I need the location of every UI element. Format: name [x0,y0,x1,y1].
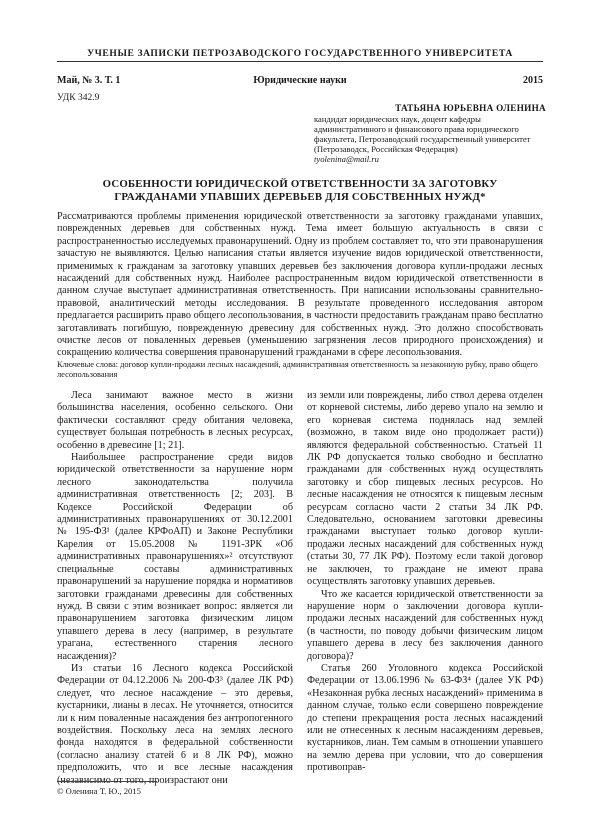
paragraph: из земли или повреждены, либо ствол дерева отделен от корневой системы, либо дерево упало на землю и его корневая система поднялась над землей (возможно, в таком виде оно продолжает расти)) являются федеральной собственностью. Статьей 11 ЛК РФ допускается только свободно и бесплатно гражданами для собственных нужд осуществлять заготовку и сбор пищевых лесных ресурсов. Но лесные насаждения не относятся к пищевым лесным ресурсам согласно части 2 статьи 34 ЛК РФ. Следовательно, основанием заготовки древесины гражданами выступает только договор купли-продажи лесных насаждений для собственных нужд (статьи 30, 77 ЛК РФ). Поэтому если такой договор не заключен, то граждане не имеют права осуществлять заготовку упавших деревьев. [307,390,543,588]
paragraph: Леса занимают важное место в жизни большинства населения, особенно сельского. Они фактически составляют среду обитания человека, существует большая потребность в лесных ресурсах, особенно в древесине [1; 21]. [57,390,293,451]
keywords: Ключевые слова: договор купли-продажи лесных насаждений, административная ответственность за незаконную рубку, право общего лесопользования [57,360,538,380]
article-title: ОСОБЕННОСТИ ЮРИДИЧЕСКОЙ ОТВЕТСТВЕННОСТИ ЗА ЗАГОТОВКУ ГРАЖДАНАМИ УПАВШИХ ДЕРЕВЬЕВ ДЛЯ СОБСТВЕННЫХ НУЖД* [102,178,498,203]
right-column [307,390,543,775]
journal-title: УЧЕНЫЕ ЗАПИСКИ ПЕТРОЗАВОДСКОГО ГОСУДАРСТВЕННОГО УНИВЕРСИТЕТА [87,48,513,59]
body-columns [57,390,543,786]
paragraph: Статья 260 Уголовного кодекса Российской Федерации от 13.06.1996 № 63-ФЗ⁴ (далее УК РФ) «Незаконная рубка лесных насаждений» применима в данном случае, только если совершено повреждение до степени прекращения роста лесных насаждений или не отнесенных к лесным насаждениям деревьев, кустарников, лиан. Тем самым в отношении упавшего на землю дерева при условии, что до совершения противоправ- [307,662,543,774]
left-column [57,390,293,787]
paragraph: Что же касается юридической ответственности за нарушение норм о заключении договора купли-продажи лесных насаждений для собственных нужд (в частности, по поводу добычи физическим лицом упавшего дерева в лесу без заключения данного договора)? [307,588,543,662]
issue-row [57,75,543,89]
author-name: ТАТЬЯНА ЮРЬЕВНА ОЛЕНИНА [395,103,546,113]
paragraph: Наибольшее распространение среди видов юридической ответственности за нарушение норм лесного законодательства получила административная ответственность [2; 203]. В Кодексе Российской Федерации об административных правонарушениях от 30.12.2001 № 195-ФЗ¹ (далее КРФоАП) и Законе Республики Карелия от 15.05.2008 № 1191-ЗРК «Об административных правонарушениях»² отсутствуют специальные составы административных правонарушений за нарушение порядка и нормативов заготовки гражданами древесины для собственных нужд. В связи с этим возникает вопрос: является ли правонарушением заготовка физическим лицом упавшего дерева в лесу (например, в результате урагана, естественного старения лесного насаждения)? [57,452,293,662]
header-rule [57,61,543,62]
author-email[interactable]: tyolenina@mail.ru [314,154,379,164]
issue-number: Май, № 3. Т. 1 [57,75,121,86]
udk-code: УДК 342.9 [57,93,100,103]
footnote-rule [57,781,157,782]
author-info: кандидат юридических наук, доцент кафедры административного и финансового права юридического факультета, Петрозаводский государственный университет (Петрозаводск, Российская Федерация) [314,114,531,154]
paragraph: Из статьи 16 Лесного кодекса Российской Федерации от 04.12.2006 № 200-ФЗ³ (далее ЛК РФ) следует, что лесное насаждение – это деревья, кустарники, лианы в лесах. Не уточняется, относится ли к ним поваленные насаждения без антропогенного воздействия. Поскольку леса на землях лесного фонда находятся в федеральной собственности (согласно анализу статей 6 и 8 ЛК РФ), можно предположить, что и все лесные насаждения (независимо от того, произрастают они [57,662,293,786]
abstract: Рассматриваются проблемы применения юридической ответственности за заготовку гражданами упавших, поврежденных деревьев для собственных нужд. Тема имеет большую актуальность в связи с распространенностью исследуемых правонарушений. Одну из проблем составляет то, что эти правонарушения зачастую не выявляются. Целью написания статьи является изучение видов юридической ответственности, применимых к гражданам за заготовку упавших деревьев без заключения договора купли-продажи лесных насаждений для собственных нужд. Наиболее распространенным видом юридической ответственности в данном случае выступает административная ответственность. При написании использованы сравнительно-правовой, аналитический методы исследования. В результате проведенного исследования автором предлагается расширить право общего лесопользования, в частности предоставить гражданам право бесплатно заготавливать погибшую, поврежденную древесину для собственных нужд. Это должно способствовать очистке лесов от поваленных деревьев (уменьшению загрязнения лесов природного происхождения) и сокращению количества совершения правонарушений гражданами в сфере лесопользования. [57,211,543,359]
section-name: Юридические науки [253,75,347,86]
author-block [314,103,546,164]
issue-year: 2015 [523,75,543,86]
copyright: © Оленина Т. Ю., 2015 [57,786,141,796]
